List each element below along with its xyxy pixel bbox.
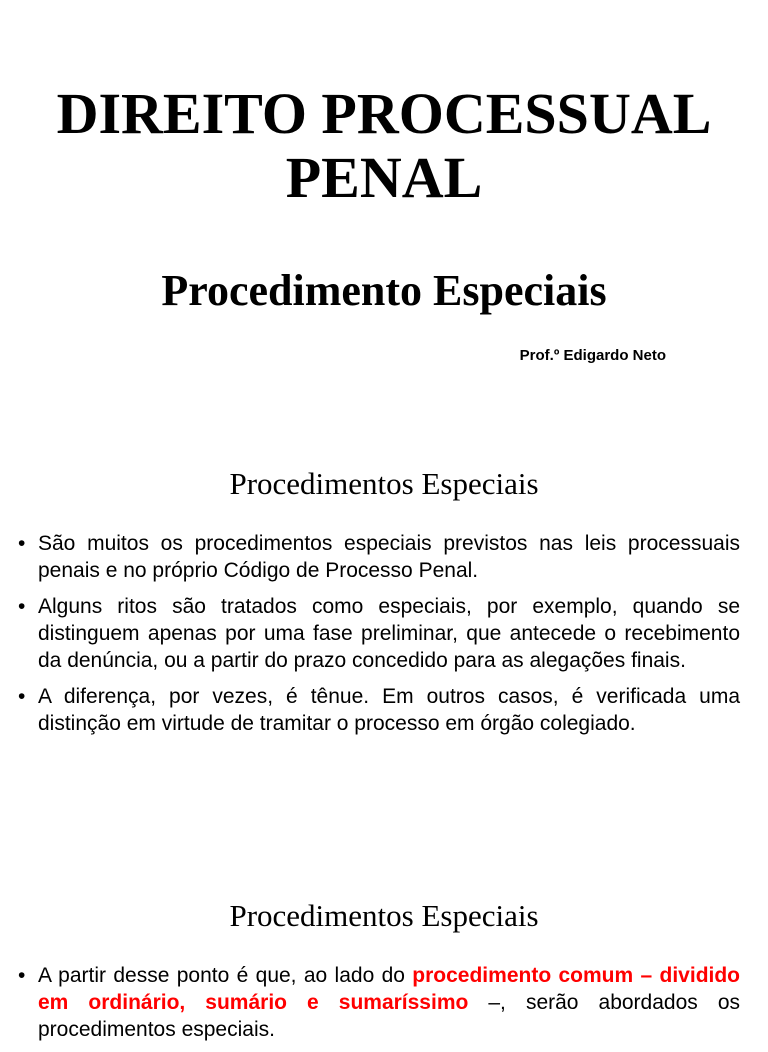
bullet-item (18, 530, 740, 584)
content-slide-2 (0, 850, 768, 1041)
bullet-text: A diferença, por vezes, é tênue. Em outros casos, é verificada uma distinção em virtude de tramitar o processo em órgão colegiado. (38, 685, 740, 735)
content-slide-1 (0, 420, 768, 850)
bullet-text: Alguns ritos são tratados como especiais, por exemplo, quando se distinguem apenas por uma fase preliminar, que antecede o recebimento da denúncia, ou a partir do prazo concedido para as alegações finais. (38, 595, 740, 672)
bullet-list (18, 530, 740, 746)
highlighted-text: procedimento comum – dividido em ordinário, sumário e sumaríssimo (38, 964, 741, 1014)
bullet-item (18, 683, 740, 737)
main-title: DIREITO PROCESSUAL PENAL (56, 81, 712, 210)
bullet-text-before: A partir desse ponto é que, ao lado do (38, 964, 413, 987)
bullet-item (18, 962, 740, 1043)
bullet-icon: • (18, 532, 26, 555)
bullet-text-after: –, serão abordados os procedimentos especiais. (38, 991, 740, 1041)
bullet-list (18, 962, 740, 1052)
bullet-icon: • (18, 685, 26, 708)
bullet-item (18, 593, 740, 674)
bullet-icon: • (18, 595, 26, 618)
main-subtitle: Procedimento Especiais (161, 266, 607, 315)
bullet-text: São muitos os procedimentos especiais previstos nas leis processuais penais e no próprio Código de Processo Penal. (38, 532, 740, 582)
author-name: Prof.º Edigardo Neto (519, 347, 666, 364)
bullet-icon: • (18, 964, 26, 987)
section-title: Procedimentos Especiais (229, 466, 539, 501)
section-title: Procedimentos Especiais (229, 898, 539, 933)
cover-slide (0, 0, 768, 420)
